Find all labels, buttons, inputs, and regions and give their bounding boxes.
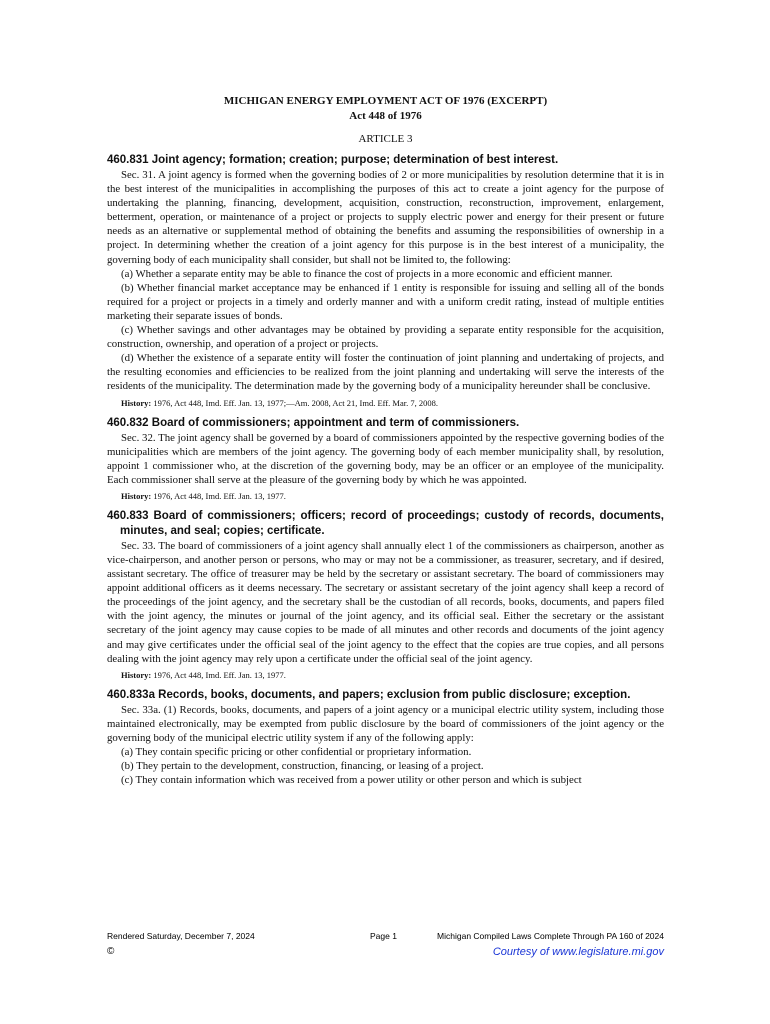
section-paragraph: Sec. 31. A joint agency is formed when the governing bodies of 2 or more municipalities by resolution determine that it is in the best interest of the municipalities in accomplishing the purposes of this act to create a joint agency for the purpose of undertaking the planning, financing, development, acquisition, construction, reconstruction, improvement, enlargement, betterment, operation, or maintenance of a project or projects to supply electric power and energy for their present or future needs as an alternative or supplemental method of obtaining the benefits and assuming the responsibilities of ownership in a project. In determining whether the creation of a joint agency for this purpose is in the best interest of a municipality, the governing body of each municipality shall consider, but shall not be limited to, the following:: [107, 169, 664, 266]
document-subtitle: Act 448 of 1976: [349, 110, 422, 122]
history-text: 1976, Act 448, Imd. Eff. Jan. 13, 1977;—Am. 2008, Act 21, Imd. Eff. Mar. 7, 2008.: [151, 397, 438, 408]
copyright-symbol: ©: [107, 946, 115, 957]
section-heading-460-833a: 460.833a Records, books, documents, and papers; exclusion from public disclosure; exception.: [107, 688, 631, 701]
section-paragraph: (c) Whether savings and other advantages may be obtained by providing a separate entity responsible for the acquisition, construction, ownership, and operation of a project or projects.: [107, 324, 664, 351]
history-label: History:: [121, 397, 152, 408]
history-text: 1976, Act 448, Imd. Eff. Jan. 13, 1977.: [151, 490, 286, 501]
section-paragraph: Sec. 33. The board of commissioners of a joint agency shall annually elect 1 of the commissioners as chairperson, another as vice-chairperson, and another person or persons, who may or may not be a commissioner, as treasurer, secretary, and if desired, assistant secretary. The office of treasurer may be held by the secretary or assistant secretary. The board of commissioners may appoint additional officers as it deems necessary. The secretary or assistant secretary of the joint agency shall keep a record of the proceedings of the joint agency, and the secretary shall be the custodian of all records, books, documents, and papers filed with the joint agency, the minutes or journal of the joint agency, and its official seal. Either the secretary or the assistant secretary of the joint agency may cause copies to be made of all minutes and other records and documents of the joint agency and may give certificates under the official seal of the joint agency to the effect that the copies are true copies, and all persons dealing with the joint agency may rely upon a certificate under the official seal of the joint agency.: [107, 539, 664, 665]
section-heading-460-832: 460.832 Board of commissioners; appointment and term of commissioners.: [107, 416, 520, 429]
section-paragraph: (b) They pertain to the development, construction, financing, or leasing of a project.: [121, 760, 484, 773]
document-title: MICHIGAN ENERGY EMPLOYMENT ACT OF 1976 (EXCERPT): [223, 95, 548, 107]
article-heading: ARTICLE 3: [358, 133, 413, 145]
rendered-date: Rendered Saturday, December 7, 2024: [107, 931, 255, 941]
history-label: History:: [121, 669, 152, 680]
section-heading-460-833: 460.833 Board of commissioners; officers; record of proceedings; custody of records, documents, minutes, and seal; copies; certificate.: [107, 509, 664, 537]
section-paragraph: (c) They contain information which was received from a power utility or other person and which is subject: [121, 774, 582, 787]
document-page: [107, 94, 664, 787]
section-heading-460-831: 460.831 Joint agency; formation; creation; purpose; determination of best interest.: [107, 154, 559, 166]
history-text: 1976, Act 448, Imd. Eff. Jan. 13, 1977.: [151, 669, 286, 680]
page-number: Page 1: [370, 931, 397, 941]
section-paragraph: (a) Whether a separate entity may be able to finance the cost of projects in a more economic and efficient manner.: [121, 267, 613, 280]
section-history: [107, 490, 664, 502]
section-history: [107, 669, 664, 681]
section-paragraph: Sec. 33a. (1) Records, books, documents, and papers of a joint agency or a municipal electric utility system, including those maintained electronically, may be exempted from public disclosure by the board of commissioners of the joint agency or the governing body of the municipal electric utility system if any of the following apply:: [107, 703, 664, 744]
history-label: History:: [121, 490, 152, 501]
section-paragraph: (d) Whether the existence of a separate entity will foster the continuation of joint planning and undertaking of projects, and the resulting economies and efficiencies to be realized from the joint planning and undertaking will serve the interests of the residents of the municipality. The determination made by the governing body of a municipality hereunder shall be conclusive.: [107, 352, 664, 393]
section-paragraph: (a) They contain specific pricing or other confidential or proprietary information.: [121, 746, 472, 758]
section-history: [107, 397, 664, 409]
courtesy-link[interactable]: Courtesy of www.legislature.mi.gov: [492, 946, 664, 958]
section-paragraph: Sec. 32. The joint agency shall be governed by a board of commissioners appointed by the respective governing bodies of the municipalities which are members of the joint agency. The governing body of each member municipality shall, by resolution, appoint 1 commissioner who, at the discretion of the governing body, may be an officer or an employee of the municipality. Each commissioner shall serve at the pleasure of the governing body by which he was appointed.: [107, 431, 664, 486]
section-paragraph: (b) Whether financial market acceptance may be enhanced if 1 entity is responsible for issuing and selling all of the bonds required for a project or projects in a timely and orderly manner and with a uniform credit rating, instead of multiple entities marketing their separate issues of bonds.: [107, 281, 664, 322]
compiled-through: Michigan Compiled Laws Complete Through PA 160 of 2024: [437, 931, 664, 941]
